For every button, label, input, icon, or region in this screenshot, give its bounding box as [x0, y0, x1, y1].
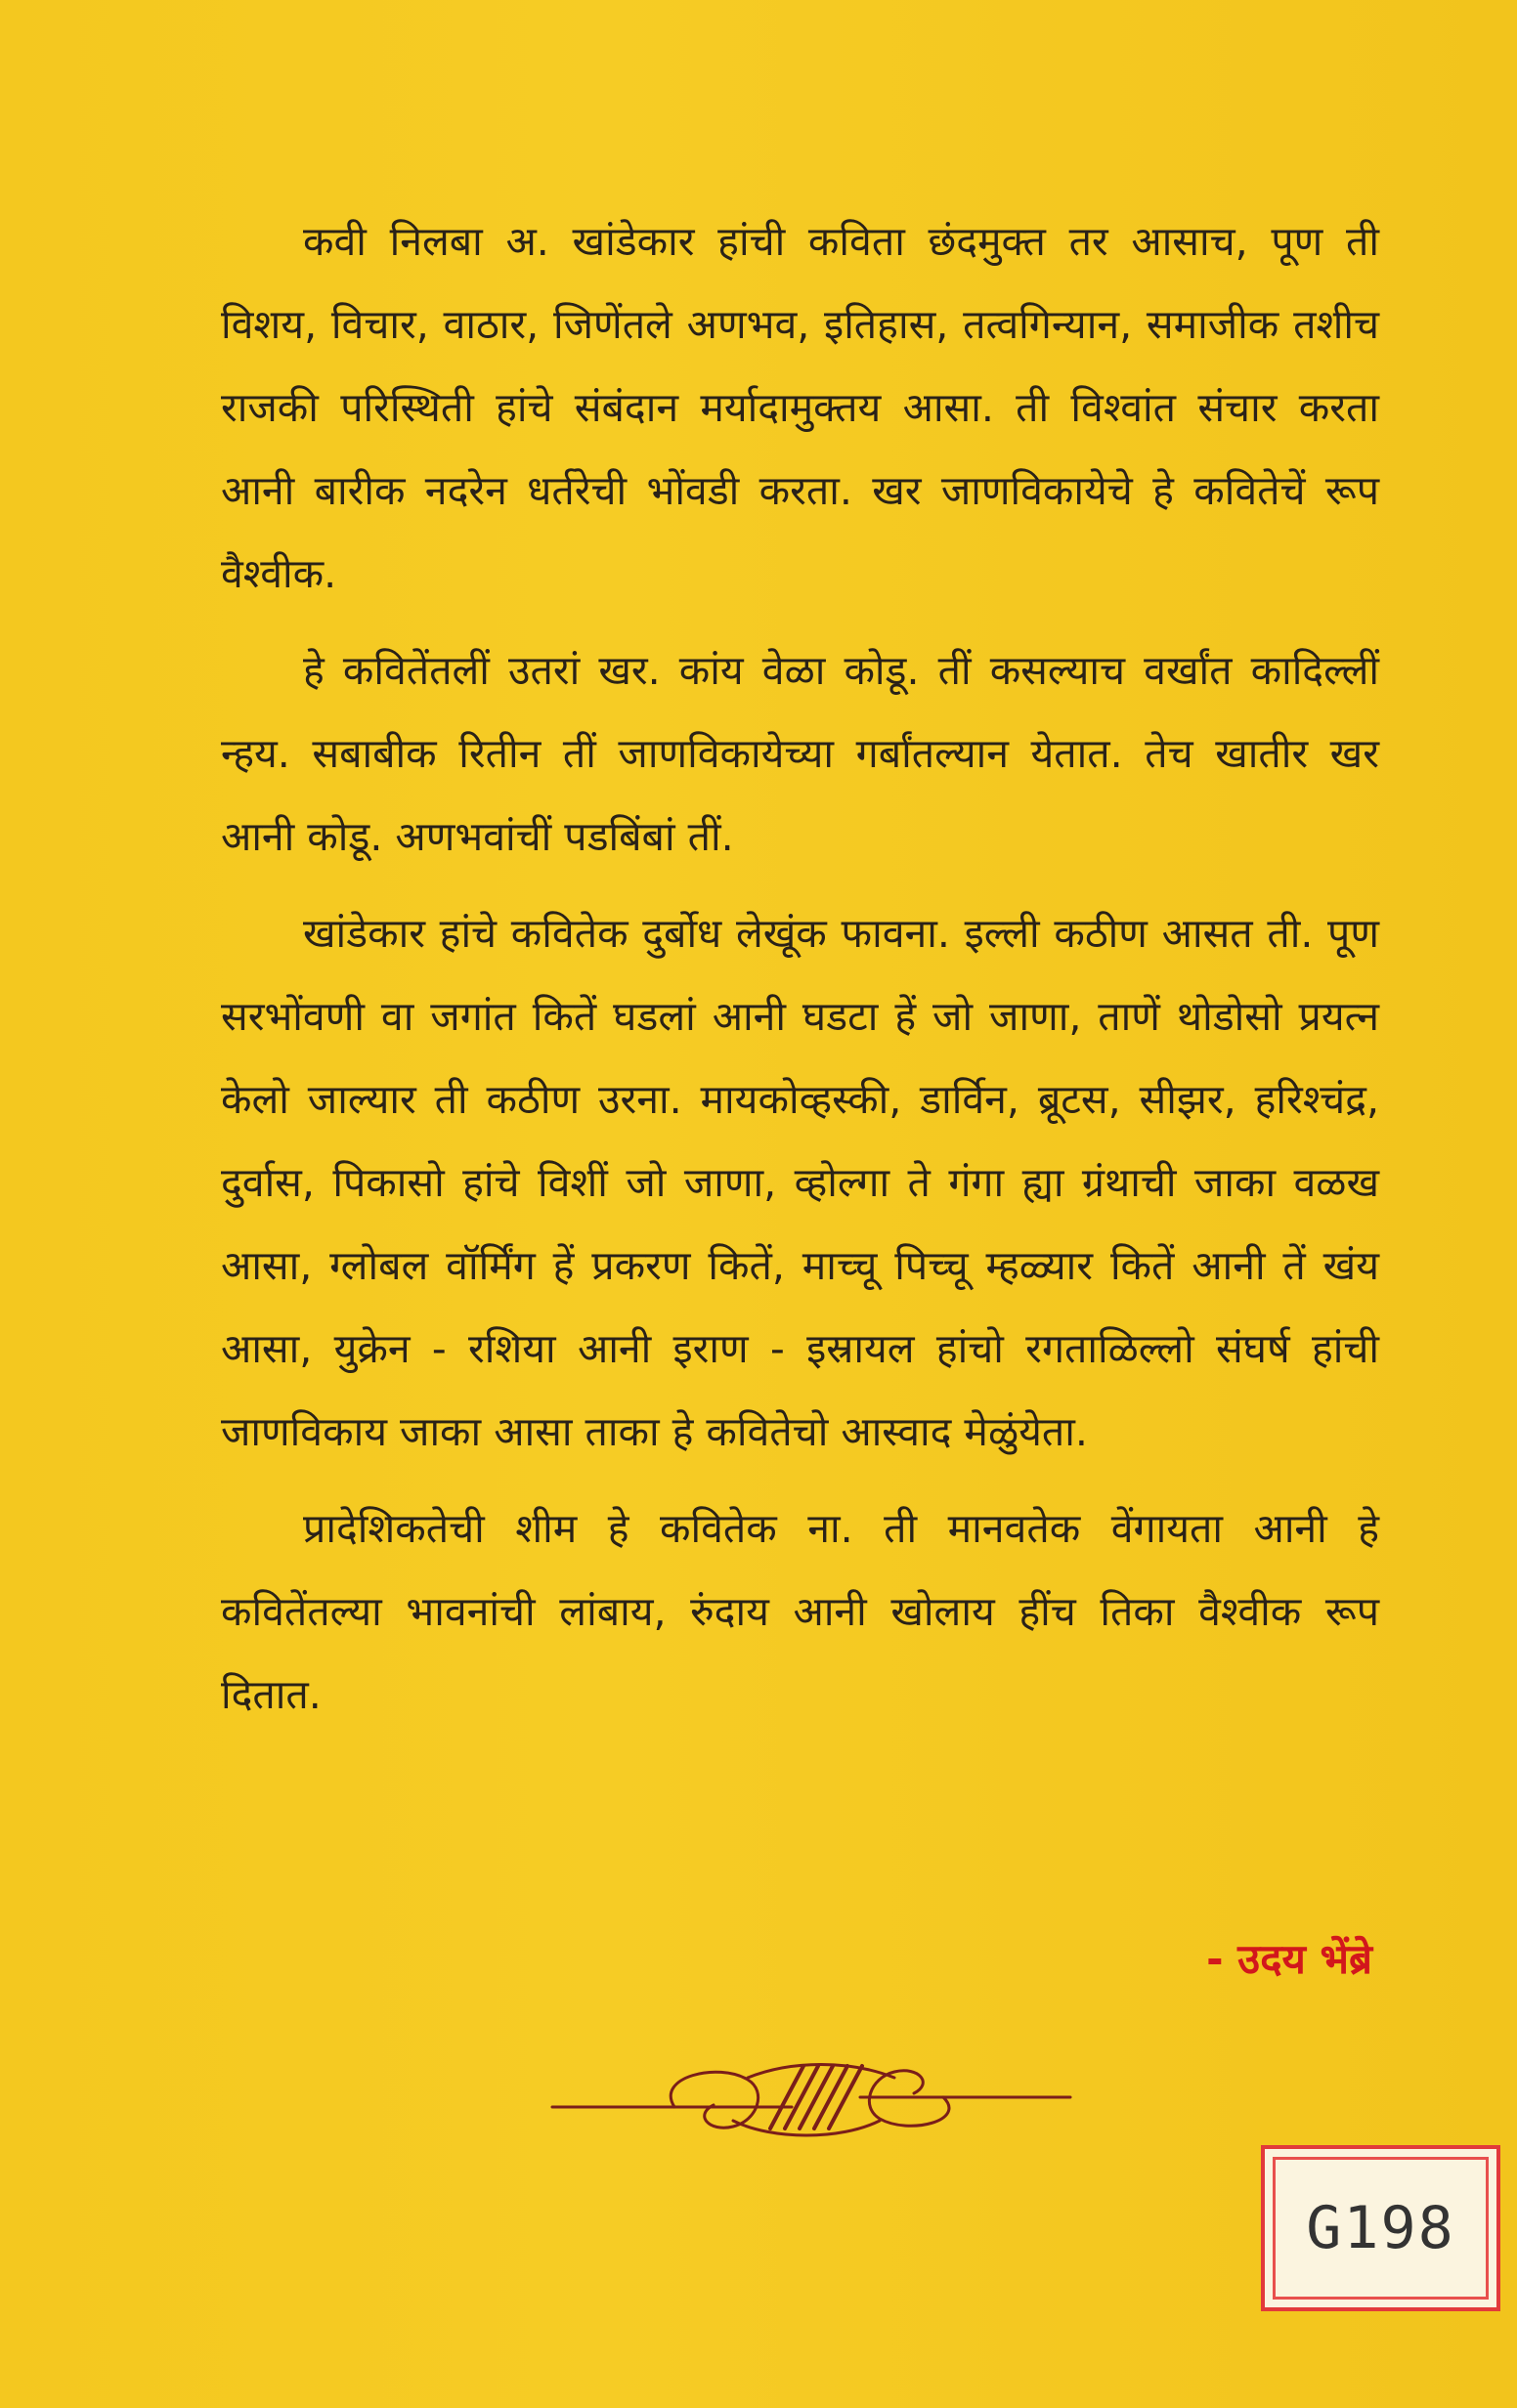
flourish-ornament-icon [547, 2042, 1075, 2150]
paragraph-3: खांडेकार हांचे कवितेक दुर्बोध लेखूंक फावना. इल्ली कठीण आसत ती. पूण सरभोंवणी वा जगांत कितें घडलां आनी घडटा हें जो जाणा, ताणें थोडोसो प्रयत्न केलो जाल्यार ती कठीण उरना. मायकोव्हस्की, डार्विन, ब्रूटस, सीझर, हरिश्चंद्र, दुर्वास, पिकासो हांचे विशीं जो जाणा, व्होल्गा ते गंगा ह्या ग्रंथाची जाका वळख आसा, ग्लोबल वॉर्मिंग हें प्रकरण कितें, माच्चू पिच्चू म्हळ्यार कितें आनी तें खंय आसा, युक्रेन - रशिया आनी इराण - इस्रायल हांचो रगताळिल्लो संघर्ष हांची जाणविकाय जाका आसा ताका हे कवितेचो आस्वाद मेळुंयेता. [221, 910, 1379, 1455]
catalog-number: G198 [1306, 2194, 1455, 2262]
paragraph-1: कवी निलबा अ. खांडेकार हांची कविता छंदमुक्त तर आसाच, पूण ती विशय, विचार, वाठार, जिणेंतले अणभव, इतिहास, तत्वगिन्यान, समाजीक तशीच राजकी परिस्थिती हांचे संबंदान मर्यादामुक्तय आसा. ती विश्वांत संचार करता आनी बारीक नदरेन धर्तरेची भोंवडी करता. खर जाणविकायेचे हे कवितेचें रूप वैश्वीक. [221, 218, 1379, 597]
blurb-text [221, 200, 1379, 1750]
catalog-sticker [1261, 2145, 1500, 2311]
paragraph-2: हे कवितेंतलीं उतरां खर. कांय वेळा कोडू. तीं कसल्याच वर्खांत कादिल्लीं न्हय. सबाबीक रितीन तीं जाणविकायेच्या गर्बांतल्यान येतात. तेच खातीर खर आनी कोडू. अणभवांचीं पडबिंबां तीं. [221, 647, 1379, 860]
paragraph-4: प्रादेशिकतेची शीम हे कवितेक ना. ती मानवतेक वेंगायता आनी हे कवितेंतल्या भावनांची लांबाय, रुंदाय आनी खोलाय हींच तिका वैश्वीक रूप दितात. [221, 1505, 1379, 1718]
author-attribution: - उदय भेंब्रे [1206, 1935, 1372, 1983]
